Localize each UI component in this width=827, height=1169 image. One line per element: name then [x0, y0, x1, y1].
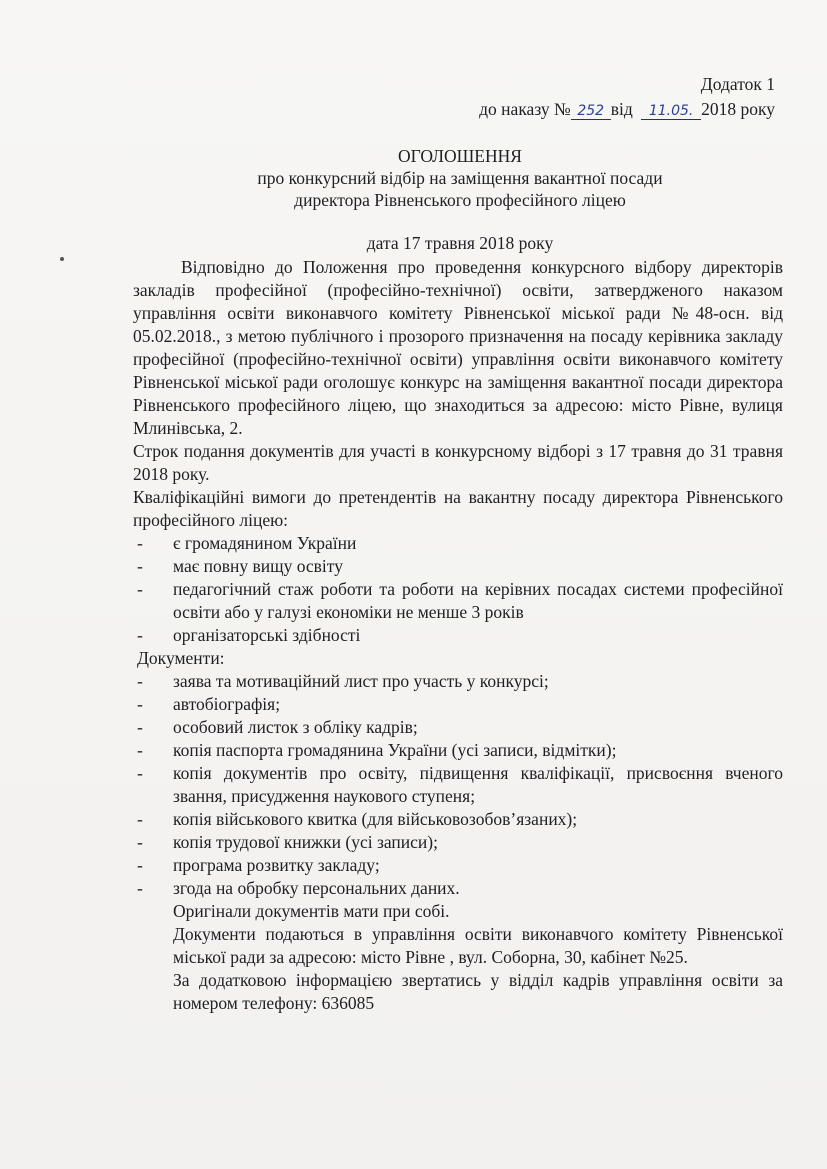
deadline-paragraph: Строк подання документів для участі в конкурсному відборі з 17 травня до 31 травня 2018 року. [133, 441, 783, 484]
list-item: - заява та мотиваційний лист про участь у конкурсі; [173, 670, 783, 693]
order-mid: від [610, 99, 633, 119]
list-item: - згода на обробку персональних даних. [173, 877, 783, 900]
list-item: - є громадянином України [173, 532, 783, 555]
order-prefix: до наказу № [479, 99, 571, 119]
announcement-subtitle-2: директора Рівненського професійного ліцею [294, 190, 626, 210]
announcement-date: дата 17 травня 2018 року [366, 233, 554, 253]
announcement-heading [130, 145, 790, 211]
order-reference [355, 97, 775, 122]
list-item: - програма розвитку закладу; [173, 854, 783, 877]
announcement-body [133, 256, 783, 1015]
requirements-label: Кваліфікаційні вимоги до претендентів на вакантну посаду директора Рівненського професійного ліцею: [133, 487, 783, 530]
announcement-title: ОГОЛОШЕННЯ [398, 146, 522, 166]
originals-note: Оригінали документів мати при собі. [173, 901, 450, 921]
scan-speck [60, 257, 64, 261]
contact-info: За додатковою інформацією звертатись у відділ кадрів управління освіти за номером телефону: 636085 [173, 970, 783, 1013]
order-suffix: 2018 року [701, 99, 775, 119]
documents-label: Документи: [137, 648, 225, 668]
list-item: - копія військового квитка (для військовозобов’язаних); [173, 808, 783, 831]
announcement-subtitle-1: про конкурсний відбір на заміщення вакантної посади [257, 168, 663, 188]
documents-list [133, 670, 783, 900]
list-item: - копія трудової книжки (усі записи); [173, 831, 783, 854]
order-date-handwritten: 11.05. [641, 103, 701, 120]
submission-address: Документи подаються в управління освіти виконавчого комітету Рівненської міської ради за адресою: місто Рівне , вул. Соборна, 30, кабінет №25. [173, 924, 783, 967]
order-number-handwritten: 252 [571, 103, 611, 120]
list-item: - має повну вищу освіту [173, 555, 783, 578]
list-item: - особовий листок з обліку кадрів; [173, 716, 783, 739]
list-item: - педагогічний стаж роботи та роботи на керівних посадах системи професійної освіти або у галузі економіки не менше 3 років [173, 578, 783, 624]
list-item: - копія паспорта громадянина України (усі записи, відмітки); [173, 739, 783, 762]
appendix-label: Додаток 1 [700, 74, 775, 94]
requirements-list [133, 532, 783, 647]
list-item: - копія документів про освіту, підвищення кваліфікації, присвоєння вченого звання, присудження наукового ступеня; [173, 762, 783, 808]
list-item: - автобіографія; [173, 693, 783, 716]
appendix-block [355, 72, 775, 122]
closing-block [133, 900, 783, 1015]
intro-paragraph: Відповідно до Положення про проведення конкурсного відбору директорів закладів професійної (професійно-технічної) освіти, затвердженого наказом управління освіти виконавчого комітету Рівненської міської ради №48-осн. від 05.02.2018., з метою публічного і прозорого призначення на посаду керівника закладу професійної (професійно-технічної освіти) управління освіти виконавчого комітету Рівненської міської ради оголошує конкурс на заміщення вакантної посади директора Рівненського професійного ліцею, що знаходиться за адресою: місто Рівне, вулиця Млинівська, 2. [133, 257, 783, 438]
list-item: - організаторські здібності [173, 624, 783, 647]
